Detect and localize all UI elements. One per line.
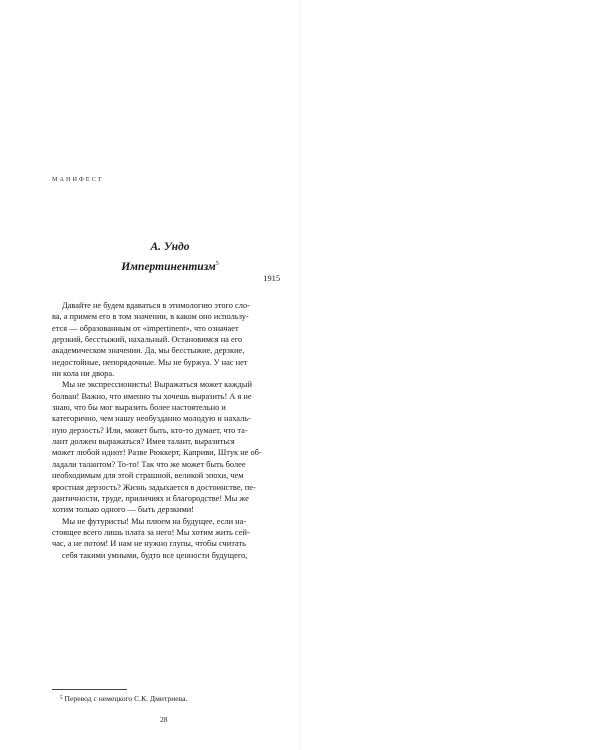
text-line: дерзкий, бесстыжий, нахальный. Остановимся на его [52,335,243,345]
footnote-left: ⁵ Перевод с немецкого С.К. Дмитриева. [60,694,188,703]
text-line: Мы не экспрессионисты! Выражаться может каждый [62,380,252,390]
text-line: ва, а примем его в том значении, в каком оно использу- [52,312,249,322]
text-line: ни кола ни двора. [52,369,115,379]
text-line: хотим только одного — быть дерзкими! [52,505,195,515]
body-text-left [52,300,284,561]
text-line: ется — образованным от «impertinent», что означает [52,323,239,333]
page-number-left: 28 [160,715,168,724]
text-line: Мы не футуристы! Мы плюем на будущее, если на- [62,516,247,526]
title-footnote-marker: 5 [215,261,219,267]
title-text: Импертинентизм [121,260,216,273]
text-line: знаю, что бы мог выразить более настоятельно и [52,403,226,413]
text-line: час, а не потом! И нам не нужно глупы, чтобы считать [52,539,246,549]
text-line: ладали талантом? То-то! Так что же может быть более [52,459,246,469]
text-line: необходимым для этой страшной, великой эпохи, чем [52,471,244,481]
footnote-divider [52,689,127,690]
text-line: дантичности, труде, приличиях и благородстве! Мы же [52,493,249,503]
manifesto-title [60,256,280,275]
right-page [300,0,600,750]
text-line: болван! Важно, что именно ты хочешь выразить! А я не [52,391,252,401]
text-line: лант должен выражаться? Имея талант, выразиться [52,437,235,447]
author-name: А. Ундо [150,241,190,253]
text-line: стоящее всего лишь плата за него! Мы хотим жить сей- [52,527,250,537]
text-line: яростная дерзость? Жизнь задыхается в достоинстве, пе- [52,482,256,492]
text-line: недостойные, непорядочные. Мы не буржуа. У нас нет [52,357,248,367]
text-line: категорично, чем нашу необузданно молодую и нахаль- [52,414,251,424]
text-line: ную дерзость? Или, может быть, кто-то думает, что та- [52,425,248,435]
text-line: академическом значении. Да, мы бесстыжие, дерзкие, [52,346,245,356]
running-head-left: МАНИФЕСТ [52,176,104,183]
text-line: Давайте не будем вдаваться в этимологию этого сло- [62,301,250,310]
text-line: себя такими умными, будто все ценности будущего, [62,550,248,560]
text-line: может любой идиот! Разве Рюккерт, Каприви, Штук не об- [52,448,262,458]
manifesto-year: 1915 [263,274,280,283]
